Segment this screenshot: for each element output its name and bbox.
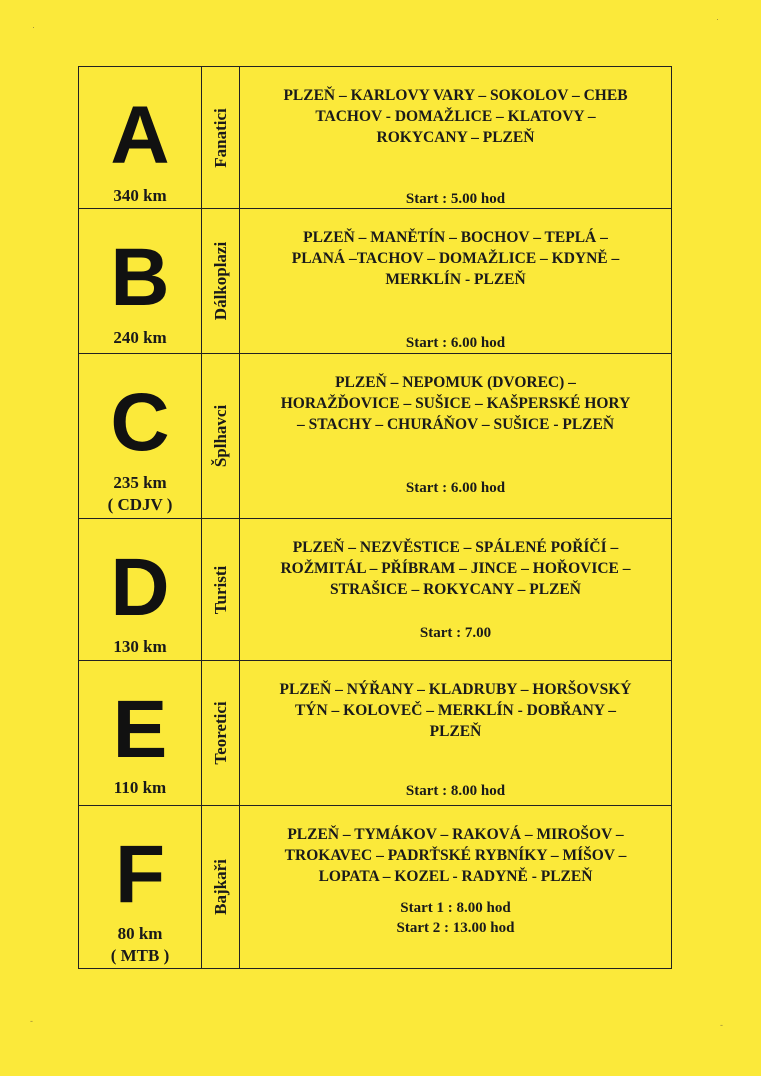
route-description-cell	[240, 519, 672, 661]
start-line: Start 1 : 8.00 hod	[400, 900, 511, 916]
route-description-cell	[240, 67, 672, 209]
route-group-name: Teoretici	[210, 701, 230, 765]
route-line: PLZEŇ – MANĚTÍN – BOCHOV – TEPLÁ –	[303, 229, 608, 246]
route-distance: 235 km	[113, 473, 167, 492]
start-line: Start : 6.00 hod	[405, 335, 506, 351]
route-name-cell	[202, 806, 240, 969]
route-line: ROKYCANY – PLZEŇ	[376, 129, 535, 146]
route-group-name: Fanatici	[210, 107, 230, 168]
route-letter-cell	[79, 661, 202, 806]
route-name-cell	[202, 519, 240, 661]
route-letter: E	[112, 684, 168, 775]
start-line: Start : 7.00	[419, 625, 492, 641]
start-line: Start : 6.00 hod	[405, 480, 506, 496]
route-name-cell	[202, 661, 240, 806]
scan-mark-top-right: ·	[716, 14, 719, 24]
route-line: ROŽMITÁL – PŘÍBRAM – JINCE – HOŘOVICE –	[280, 560, 631, 577]
route-row-c	[79, 354, 672, 519]
route-start-time	[240, 189, 671, 209]
route-letter: C	[110, 377, 170, 468]
route-group-name: Šplhavci	[210, 404, 230, 468]
route-distance: 240 km	[113, 328, 167, 347]
route-line: PLZEŇ – NEZVĚSTICE – SPÁLENÉ POŘÍČÍ –	[292, 539, 619, 556]
route-row-b	[79, 209, 672, 354]
scan-mark-bottom-left: -	[30, 1016, 33, 1026]
route-line: MERKLÍN - PLZEŇ	[385, 271, 526, 288]
route-description-cell	[240, 354, 672, 519]
route-stops	[248, 679, 663, 742]
route-name-cell	[202, 209, 240, 354]
route-group-name: Dálkoplazi	[210, 241, 230, 321]
scan-mark-bottom-right: -	[720, 1020, 723, 1030]
route-letter-cell	[79, 67, 202, 209]
route-stops	[248, 537, 663, 600]
route-letter-cell	[79, 209, 202, 354]
route-distance: 80 km	[117, 924, 163, 943]
route-line: PLZEŇ – NEPOMUK (DVOREC) –	[335, 374, 576, 391]
route-line: PLZEŇ – NÝŘANY – KLADRUBY – HORŠOVSKÝ	[279, 681, 632, 698]
route-line: PLZEŇ	[429, 723, 482, 740]
route-description-cell	[240, 806, 672, 969]
route-start-time	[240, 333, 671, 353]
scan-mark-top-left: ·	[32, 22, 35, 32]
route-description-cell	[240, 661, 672, 806]
route-letter: F	[114, 829, 166, 920]
route-letter: A	[110, 90, 170, 181]
route-letter-cell	[79, 354, 202, 519]
route-line: TÝN – KOLOVEČ – MERKLÍN - DOBŘANY –	[294, 702, 617, 719]
route-line: STRAŠICE – ROKYCANY – PLZEŇ	[330, 581, 581, 598]
route-start-time	[240, 623, 671, 643]
route-line: – STACHY – CHURÁŇOV – SUŠICE - PLZEŇ	[296, 416, 615, 433]
route-description-cell	[240, 209, 672, 354]
route-start-time	[240, 898, 671, 938]
route-line: LOPATA – KOZEL - RADYNĚ - PLZEŇ	[318, 868, 593, 885]
route-letter: D	[110, 542, 170, 633]
start-line: Start 2 : 13.00 hod	[396, 920, 515, 936]
route-distance: 340 km	[113, 186, 167, 205]
route-letter: B	[110, 232, 170, 323]
route-stops	[248, 824, 663, 887]
route-name-cell	[202, 354, 240, 519]
route-letter-cell	[79, 519, 202, 661]
route-stops	[248, 372, 663, 435]
route-line: PLANÁ –TACHOV – DOMAŽLICE – KDYNĚ –	[291, 250, 620, 267]
route-line: TROKAVEC – PADRŤSKÉ RYBNÍKY – MÍŠOV –	[284, 847, 627, 864]
route-distance-note: ( MTB )	[110, 946, 170, 965]
route-stops	[248, 85, 663, 148]
start-line: Start : 5.00 hod	[405, 191, 506, 207]
route-line: PLZEŇ – KARLOVY VARY – SOKOLOV – CHEB	[283, 87, 628, 104]
route-name-cell	[202, 67, 240, 209]
route-row-a	[79, 67, 672, 209]
route-distance: 130 km	[113, 637, 167, 656]
route-start-time	[240, 781, 671, 801]
route-start-time	[240, 478, 671, 498]
route-line: HORAŽĎOVICE – SUŠICE – KAŠPERSKÉ HORY	[280, 395, 631, 412]
route-letter-cell	[79, 806, 202, 969]
route-stops	[248, 227, 663, 290]
route-distance: 110 km	[113, 778, 167, 797]
route-line: PLZEŇ – TYMÁKOV – RAKOVÁ – MIROŠOV –	[287, 826, 624, 843]
route-row-f	[79, 806, 672, 969]
start-line: Start : 8.00 hod	[405, 783, 506, 799]
route-row-e	[79, 661, 672, 806]
route-line: TACHOV - DOMAŽLICE – KLATOVY –	[315, 108, 596, 125]
route-row-d	[79, 519, 672, 661]
route-group-name: Turisti	[210, 565, 230, 614]
route-group-name: Bajkaři	[210, 859, 230, 915]
routes-table	[78, 66, 672, 969]
route-distance-note: ( CDJV )	[107, 495, 173, 514]
